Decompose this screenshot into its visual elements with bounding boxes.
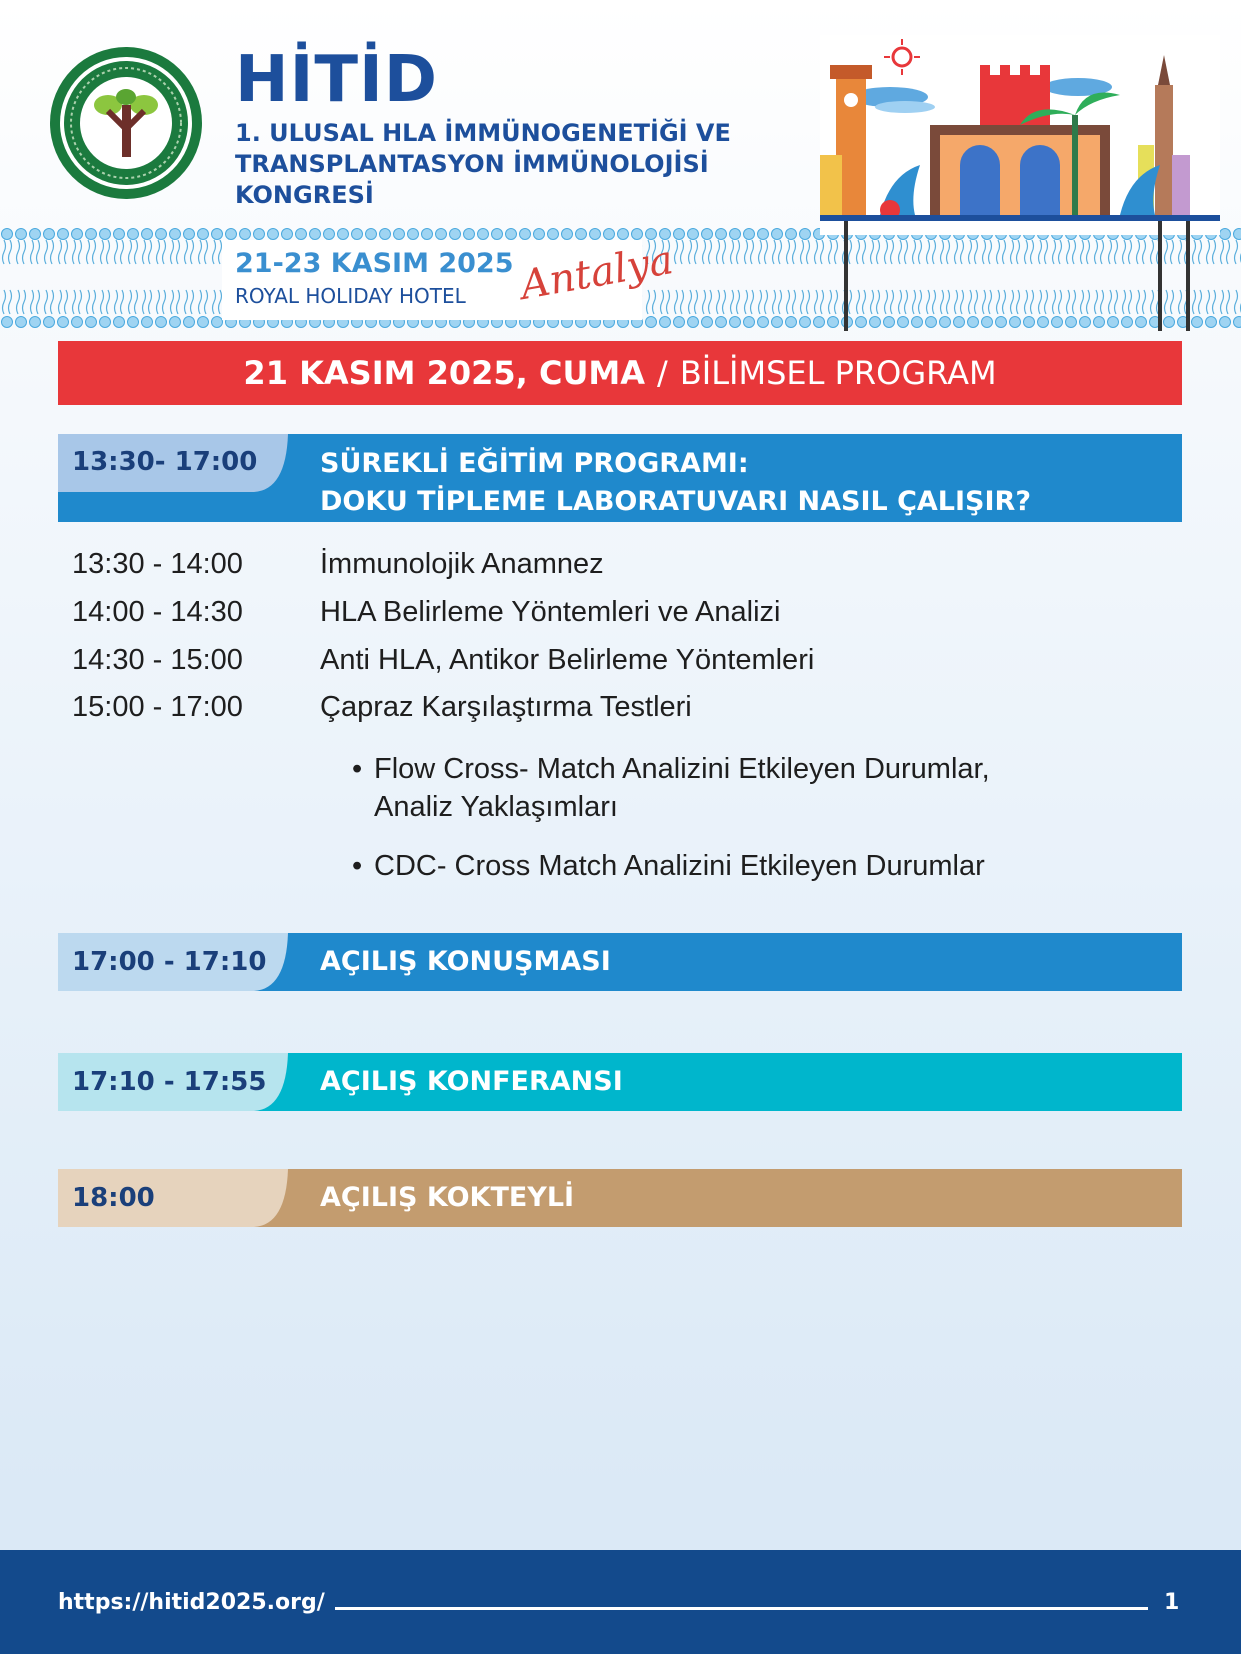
congress-name <box>235 118 755 211</box>
sub-item-text: CDC- Cross Match Analizini Etkileyen Durumlar <box>374 850 985 882</box>
item-topic: Çapraz Karşılaştırma Testleri <box>320 691 692 723</box>
item-topic: HLA Belirleme Yöntemleri ve Analizi <box>320 596 781 628</box>
session-time: 18:00 <box>72 1183 155 1213</box>
session-bar <box>58 434 1182 522</box>
day-date: 21 KASIM 2025, CUMA <box>243 354 646 392</box>
item-time: 14:00 - 14:30 <box>72 596 243 628</box>
session-title: AÇILIŞ KONFERANSI <box>320 1066 623 1097</box>
day-title-banner <box>58 341 1182 405</box>
session-title: AÇILIŞ KONUŞMASI <box>320 946 611 977</box>
session-time: 17:00 - 17:10 <box>72 947 267 977</box>
sub-item-text: Analiz Yaklaşımları <box>374 791 618 823</box>
brand-title: HİTİD <box>235 43 438 117</box>
session-bar <box>58 1169 1182 1227</box>
item-topic: İmmunolojik Anamnez <box>320 548 604 580</box>
session-title: DOKU TİPLEME LABORATUVARI NASIL ÇALIŞIR? <box>320 486 1032 517</box>
session-bar <box>58 933 1182 991</box>
session-time: 13:30- 17:00 <box>72 447 258 477</box>
day-program-label: BİLİMSEL PROGRAM <box>679 354 997 392</box>
page-footer <box>0 1550 1241 1654</box>
city-name: Antalya <box>517 236 677 310</box>
item-time: 15:00 - 17:00 <box>72 691 243 723</box>
page-number: 1 <box>1164 1590 1180 1615</box>
session-title: AÇILIŞ KOKTEYLİ <box>320 1182 575 1213</box>
item-time: 14:30 - 15:00 <box>72 644 243 676</box>
congress-name-line: TRANSPLANTASYON İMMÜNOLOJİSİ <box>235 150 709 178</box>
congress-name-line: KONGRESİ <box>235 181 374 209</box>
society-seal-logo-icon <box>48 45 204 201</box>
session-title: SÜREKLİ EĞİTİM PROGRAMI: <box>320 448 749 479</box>
bullet: • <box>352 850 363 882</box>
footer-rule <box>335 1607 1148 1610</box>
congress-name-line: 1. ULUSAL HLA İMMÜNOGENETİĞİ VE <box>235 119 731 147</box>
website-link[interactable]: https://hitid2025.org/ <box>58 1590 325 1615</box>
session-time: 17:10 - 17:55 <box>72 1067 267 1097</box>
session-bar <box>58 1053 1182 1111</box>
congress-venue: ROYAL HOLIDAY HOTEL <box>235 284 466 308</box>
day-separator: / <box>657 354 668 392</box>
item-time: 13:30 - 14:00 <box>72 548 243 580</box>
item-topic: Anti HLA, Antikor Belirleme Yöntemleri <box>320 644 815 676</box>
antalya-landmarks-illustration-icon <box>820 35 1220 335</box>
congress-dates: 21-23 KASIM 2025 <box>235 248 514 279</box>
sub-item-text: Flow Cross- Match Analizini Etkileyen Durumlar, <box>374 753 990 785</box>
bullet: • <box>352 753 363 785</box>
